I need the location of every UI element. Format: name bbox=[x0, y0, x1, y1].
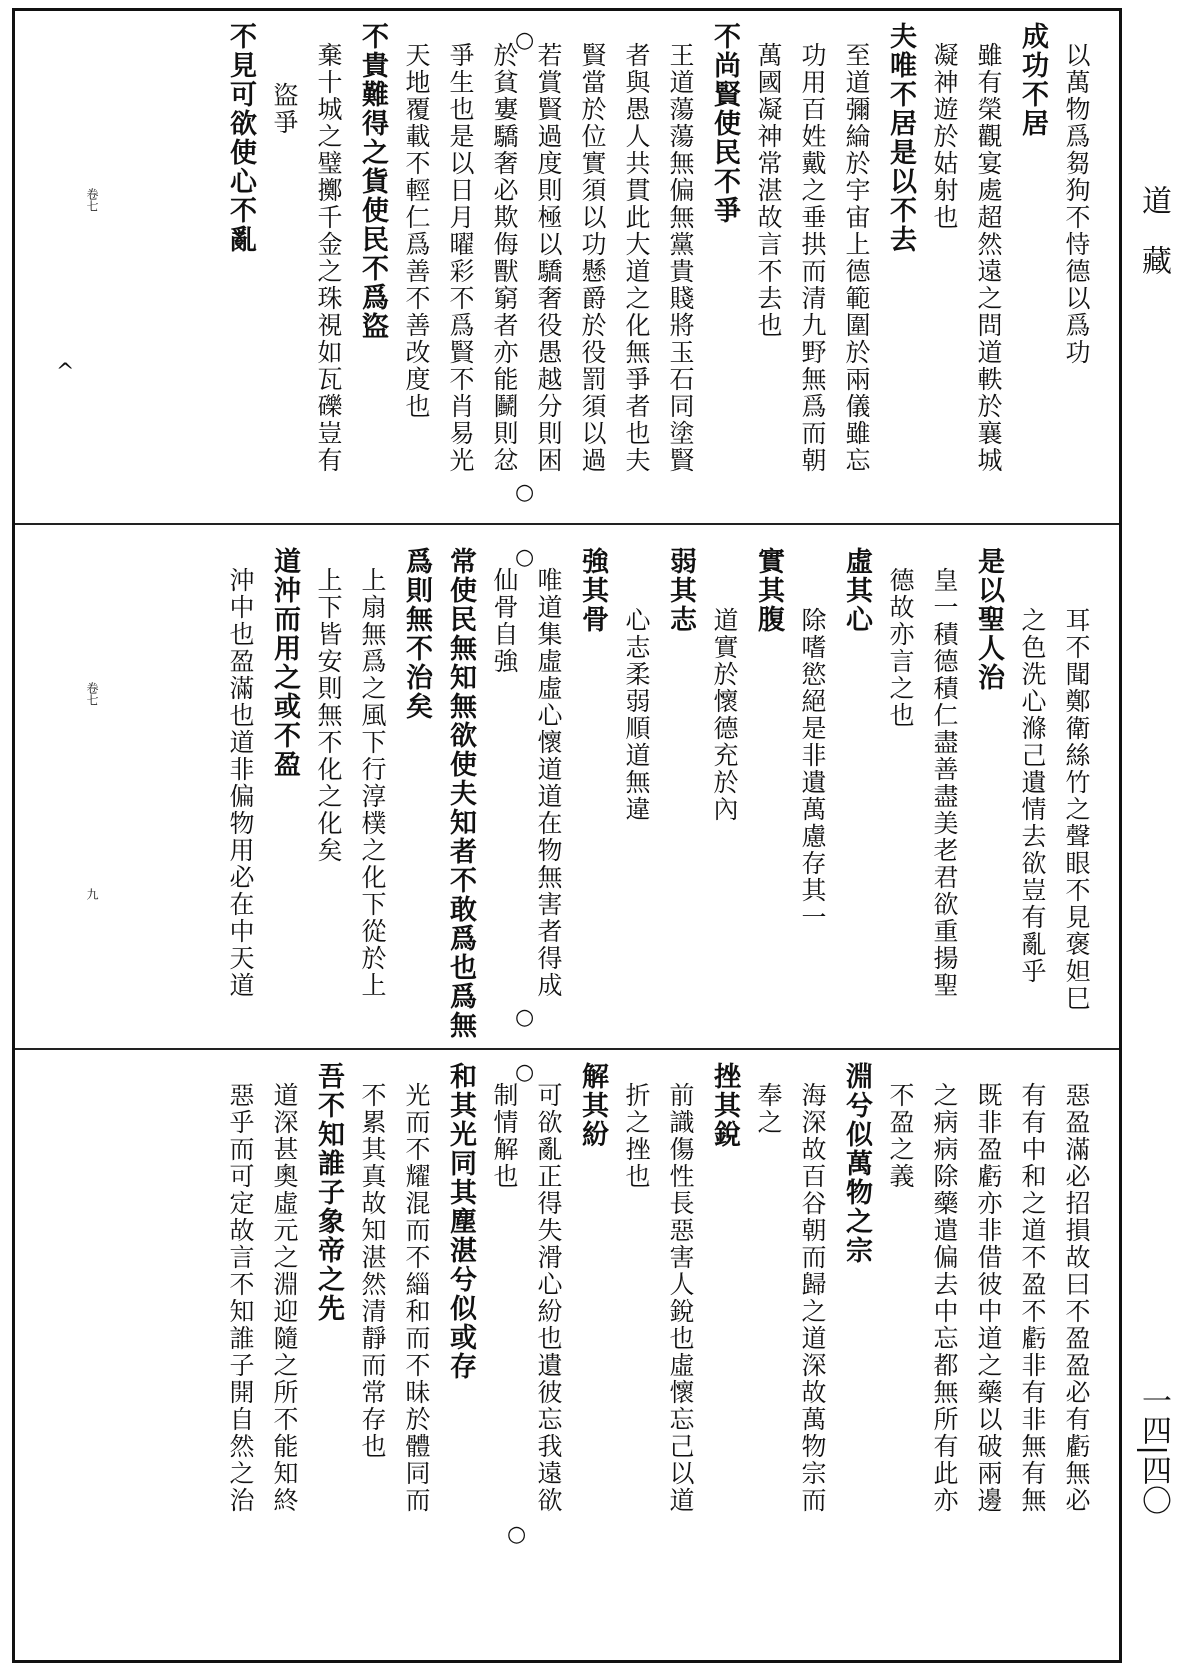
commentary-column: 以萬物爲芻狗不恃德以爲功 bbox=[1062, 42, 1091, 366]
commentary-column: 道深甚奧虛元之淵迎隨之所不能知終 bbox=[270, 1082, 299, 1514]
page-number: 一四|四〇 bbox=[1136, 1384, 1171, 1516]
main-text-column: 弱其志 bbox=[665, 547, 696, 634]
commentary-column: 惡乎而可定故言不知誰子開自然之治 bbox=[226, 1082, 255, 1514]
commentary-column: 除嗜慾絕是非遺萬慮存其一 bbox=[798, 607, 827, 931]
commentary-column: 者與愚人共貫此大道之化無爭者也夫 bbox=[622, 42, 651, 474]
book-title: 道 藏 bbox=[1136, 185, 1171, 275]
commentary-column: 不累其真故知湛然清靜而常存也 bbox=[358, 1082, 387, 1460]
commentary-column: 光而不耀混而不緇和而不昧於體同而 bbox=[402, 1082, 431, 1514]
panel-divider-lower bbox=[15, 1048, 1119, 1050]
commentary-column: 至道彌綸於宇宙上德範圍於兩儀雖忘 bbox=[842, 42, 871, 474]
commentary-column: 之色洗心滌己遺情去欲豈有亂乎 bbox=[1018, 607, 1047, 985]
main-text-column: 不見可欲使心不亂 bbox=[225, 22, 256, 254]
main-text-column: 和其光同其塵湛兮似或存 bbox=[445, 1062, 476, 1381]
commentary-column: 皇一積德積仁盡善盡美老君欲重揚聖 bbox=[930, 567, 959, 999]
circle-marker: ○ bbox=[515, 1005, 535, 1030]
main-text-column: 挫其銳 bbox=[709, 1062, 740, 1149]
main-text-column: 不貴難得之貨使民不爲盜 bbox=[357, 22, 388, 341]
commentary-column: 唯道集虛虛心懷道道在物無害者得成 bbox=[534, 567, 563, 999]
commentary-column: 沖中也盈滿也道非偏物用必在中天道 bbox=[226, 567, 255, 999]
commentary-column: 王道蕩蕩無偏無黨貴賤將玉石同塗賢 bbox=[666, 42, 695, 474]
commentary-column: 心志柔弱順道無違 bbox=[622, 607, 651, 823]
panel-divider-upper bbox=[15, 523, 1119, 525]
main-text-column: 爲則無不治矣 bbox=[401, 547, 432, 721]
commentary-column: 有有中和之道不盈不虧非有非無有無 bbox=[1018, 1082, 1047, 1514]
commentary-column: 天地覆載不輕仁爲善不善改度也 bbox=[402, 42, 431, 420]
main-text-column: 實其腹 bbox=[753, 547, 784, 634]
text-panel-upper bbox=[36, 22, 1096, 512]
main-text-column: 常使民無知無欲使夫知者不敢爲也爲無 bbox=[445, 547, 476, 1040]
commentary-column: 若賞賢過度則極以驕奢役愚越分則困 bbox=[534, 42, 563, 474]
main-text-column: 成功不居 bbox=[1017, 22, 1048, 138]
margin-note: 卷七 bbox=[85, 188, 99, 212]
main-text-column: 不尚賢使民不爭 bbox=[709, 22, 740, 225]
commentary-column: 功用百姓戴之垂拱而清九野無爲而朝 bbox=[798, 42, 827, 474]
main-text-column: 虛其心 bbox=[841, 547, 872, 634]
commentary-column: 棄十城之璧擲千金之珠視如瓦礫豈有 bbox=[314, 42, 343, 474]
commentary-column: 賢當於位實須以功懸爵於役罰須以過 bbox=[578, 42, 607, 474]
main-text-column: 是以聖人治 bbox=[973, 547, 1004, 692]
text-panel-lower bbox=[36, 1062, 1096, 1652]
margin-note: 九 bbox=[85, 888, 99, 900]
main-text-column: 夫唯不居是以不去 bbox=[885, 22, 916, 254]
main-text-column: 強其骨 bbox=[577, 547, 608, 634]
commentary-column: 惡盈滿必招損故曰不盈盈必有虧無必 bbox=[1062, 1082, 1091, 1514]
commentary-column: 可欲亂正得失滑心紛也遺彼忘我遠欲 bbox=[534, 1082, 563, 1514]
commentary-column: 前識傷性長惡害人銳也虛懷忘己以道 bbox=[666, 1082, 695, 1514]
circle-marker: ○ bbox=[515, 1060, 535, 1085]
commentary-column: 於貧寠驕奢必欺侮獸窮者亦能鬭則忿 bbox=[490, 42, 519, 474]
commentary-column: 之病病除藥遣偏去中忘都無所有此亦 bbox=[930, 1082, 959, 1514]
main-text-column: 道沖而用之或不盈 bbox=[269, 547, 300, 779]
commentary-column: 奉之 bbox=[754, 1082, 783, 1136]
commentary-column: 海深故百谷朝而歸之道深故萬物宗而 bbox=[798, 1082, 827, 1514]
circle-marker: ○ bbox=[515, 28, 535, 53]
commentary-column: 德故亦言之也 bbox=[886, 567, 915, 729]
commentary-column: 不盈之義 bbox=[886, 1082, 915, 1190]
commentary-column: 既非盈虧亦非借彼中道之藥以破兩邊 bbox=[974, 1082, 1003, 1514]
commentary-column: 仙骨自強 bbox=[490, 567, 519, 675]
main-text-column: 淵兮似萬物之宗 bbox=[841, 1062, 872, 1265]
commentary-column: 折之挫也 bbox=[622, 1082, 651, 1190]
commentary-column: 萬國凝神常湛故言不去也 bbox=[754, 42, 783, 339]
commentary-column: 盜爭 bbox=[270, 82, 299, 136]
circle-marker: ○ bbox=[507, 1522, 527, 1547]
commentary-column: 制情解也 bbox=[490, 1082, 519, 1190]
main-text-column: 解其紛 bbox=[577, 1062, 608, 1149]
commentary-column: 上下皆安則無不化之化矣 bbox=[314, 567, 343, 864]
circle-marker: ○ bbox=[515, 480, 535, 505]
commentary-column: 爭生也是以日月曜彩不爲賢不肖易光 bbox=[446, 42, 475, 474]
commentary-column: 上扇無爲之風下行淳樸之化下從於上 bbox=[358, 567, 387, 999]
commentary-column: 道實於懷德充於內 bbox=[710, 607, 739, 823]
commentary-column: 凝神遊於姑射也 bbox=[930, 42, 959, 231]
circle-marker: ○ bbox=[515, 545, 535, 570]
commentary-column: 雖有榮觀宴處超然遠之問道軼於襄城 bbox=[974, 42, 1003, 474]
margin-note: 卷七 bbox=[85, 682, 99, 706]
text-panel-middle bbox=[36, 547, 1096, 1040]
commentary-column: 耳不聞鄭衛絲竹之聲眼不見褒妲巳 bbox=[1062, 607, 1091, 1012]
main-text-column: 吾不知誰子象帝之先 bbox=[313, 1062, 344, 1323]
caret-marker: ^ bbox=[56, 360, 75, 385]
